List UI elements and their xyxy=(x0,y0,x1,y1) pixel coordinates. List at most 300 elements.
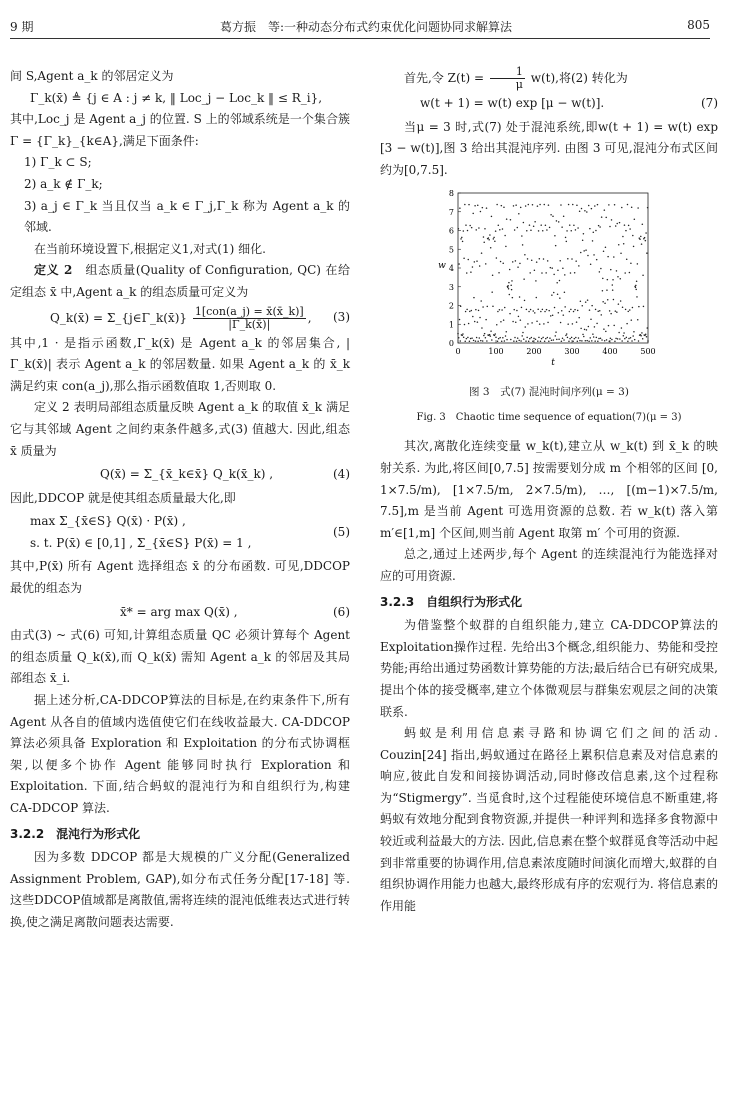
data-point xyxy=(594,206,596,208)
data-point xyxy=(629,272,631,274)
data-point xyxy=(535,339,537,341)
data-point xyxy=(570,273,572,275)
data-point xyxy=(468,259,470,261)
equation-6 xyxy=(10,602,350,624)
data-point xyxy=(556,282,558,284)
data-point xyxy=(573,311,575,313)
data-point xyxy=(553,274,555,276)
data-point xyxy=(509,269,511,271)
data-point xyxy=(559,260,561,262)
data-point xyxy=(518,213,520,215)
data-point xyxy=(646,328,648,330)
data-point xyxy=(608,205,610,207)
data-point xyxy=(501,310,503,312)
paragraph: 据上述分析,CA-DDCOP算法的目标是,在约束条件下,所有 Agent 从各自的值域内选值使它们在线收益最大. CA-DDCOP 算法必须具备 Exploration 和 Exploitation 的分布式协调框架,以便多个协作 Agent 能够同时执行 Exploration 和 Exploitation. 下面,结合蚂蚁的混沌行为和自组织行为,构建 CA-DDCOP 算法. xyxy=(10,693,350,815)
data-point xyxy=(570,309,572,311)
data-point xyxy=(491,292,493,294)
data-point xyxy=(613,299,615,301)
data-point xyxy=(464,341,466,343)
data-point xyxy=(621,328,623,330)
data-point xyxy=(620,278,622,280)
data-point xyxy=(510,285,512,287)
data-point xyxy=(493,238,495,240)
data-point xyxy=(466,338,468,340)
data-point xyxy=(642,224,644,226)
data-point xyxy=(560,322,562,324)
data-point xyxy=(476,261,478,263)
data-point xyxy=(612,290,614,292)
data-point xyxy=(528,204,530,206)
data-point xyxy=(477,341,479,343)
data-point xyxy=(566,334,568,336)
data-point xyxy=(585,302,587,304)
data-point xyxy=(543,323,545,325)
chaotic-sequence-chart xyxy=(430,187,670,367)
data-point xyxy=(523,279,525,281)
paragraph xyxy=(380,66,718,91)
data-point xyxy=(613,257,615,259)
data-point xyxy=(482,307,484,309)
paragraph: 由式(3) ~ 式(6) 可知,计算组态质量 QC 必须计算每个 Agent 的组态质量 Q_k(x̄),而 Q_k(x̄) 需知 Agent a_k 的邻居及其局部组态 x̄_i. xyxy=(10,628,350,686)
data-point xyxy=(544,341,546,343)
data-point xyxy=(592,240,594,242)
data-point xyxy=(614,204,616,206)
data-point xyxy=(483,242,485,244)
data-point xyxy=(543,259,545,261)
data-point xyxy=(500,321,502,323)
data-point xyxy=(587,255,589,256)
data-point xyxy=(583,233,585,235)
x-tick-label: 100 xyxy=(488,347,504,357)
data-point xyxy=(517,267,519,269)
data-point xyxy=(597,341,599,343)
data-point xyxy=(462,334,464,336)
data-point xyxy=(499,309,501,311)
data-point xyxy=(547,322,549,324)
data-point xyxy=(588,205,590,207)
data-point xyxy=(569,311,571,313)
data-point xyxy=(574,309,576,311)
data-point xyxy=(639,239,641,241)
data-point xyxy=(563,216,565,218)
data-point xyxy=(637,263,639,265)
data-point xyxy=(530,309,532,311)
data-point xyxy=(570,230,572,232)
data-point xyxy=(496,204,498,206)
data-point xyxy=(641,332,643,334)
data-point xyxy=(589,337,591,339)
left-column xyxy=(10,66,350,934)
data-point xyxy=(580,328,582,330)
y-tick-label: 8 xyxy=(448,189,454,199)
data-point xyxy=(530,230,532,232)
data-point xyxy=(494,334,496,336)
data-point xyxy=(626,337,628,339)
definition-text: 组态质量(Quality of Configuration, QC) 在给定组态 x̄ 中,Agent a_k 的组态质量可定义为 xyxy=(10,263,350,299)
data-point xyxy=(554,235,556,237)
data-point xyxy=(548,310,550,312)
data-point xyxy=(619,339,621,341)
data-point xyxy=(621,207,623,209)
data-point xyxy=(594,341,596,343)
definition-2 xyxy=(10,260,350,303)
condition-2: 2) a_k ∉ Γ_k; xyxy=(24,176,103,191)
data-point xyxy=(513,205,515,207)
data-point xyxy=(587,300,589,302)
data-point xyxy=(575,337,577,339)
data-point xyxy=(632,307,634,309)
data-point xyxy=(629,310,631,312)
data-point xyxy=(590,319,592,321)
data-point xyxy=(515,322,517,324)
data-point xyxy=(560,205,562,207)
data-point xyxy=(584,210,586,212)
data-point xyxy=(568,204,570,206)
paragraph: 定义 2 表明局部组态质量反映 Agent a_k 的取值 x̄_k 满足它与其邻域 Agent 之间约束条件越多,式(3) 值越大. 因此,组态 x̄ 质量为 xyxy=(10,400,350,458)
data-point xyxy=(623,335,625,337)
eq5-constraint: s. t. P(x̄) ∈ [0,1] , Σ_{x̄∈S} P(x̄) = 1 , xyxy=(30,535,252,550)
data-point xyxy=(589,228,591,230)
data-point xyxy=(605,217,607,219)
data-point xyxy=(635,285,637,287)
y-tick-label: 3 xyxy=(448,283,454,293)
data-point xyxy=(464,204,466,206)
data-point xyxy=(617,339,619,341)
data-point xyxy=(586,340,588,342)
data-point xyxy=(521,307,523,309)
data-point xyxy=(529,225,531,227)
eq3-denominator: |Γ_k(x̄)| xyxy=(228,317,271,331)
data-point xyxy=(633,246,635,248)
data-point xyxy=(615,311,617,313)
data-point xyxy=(562,338,564,340)
data-point xyxy=(572,323,574,325)
data-point xyxy=(522,332,524,334)
data-point xyxy=(549,227,551,229)
equation-number: (6) xyxy=(333,604,350,619)
data-point xyxy=(623,243,625,245)
equation-5 xyxy=(10,511,350,554)
data-point xyxy=(504,307,506,309)
data-point xyxy=(537,206,539,208)
paragraph: 间 S,Agent a_k 的邻居定义为 xyxy=(10,69,174,83)
data-point xyxy=(502,229,504,231)
data-point xyxy=(463,337,465,339)
data-point xyxy=(580,252,582,254)
data-point xyxy=(494,335,496,337)
data-point xyxy=(488,239,490,241)
data-point xyxy=(486,208,488,210)
data-point xyxy=(614,341,616,343)
data-point xyxy=(481,253,483,255)
data-point xyxy=(521,335,523,337)
data-point xyxy=(538,337,540,339)
data-point xyxy=(611,219,613,221)
data-point xyxy=(545,272,547,274)
eq3-numerator: 1[con(a_j) = x̄(x̄_k)] xyxy=(194,304,304,318)
data-point xyxy=(622,307,624,309)
data-point xyxy=(527,324,529,326)
data-point xyxy=(542,230,544,232)
data-point xyxy=(576,205,578,207)
data-point xyxy=(604,210,606,212)
data-point xyxy=(627,204,629,206)
section-heading: 3.2.3 自组织行为形式化 xyxy=(380,594,523,609)
y-tick-label: 4 xyxy=(448,264,454,274)
data-point xyxy=(600,268,602,270)
x-tick-label: 300 xyxy=(564,347,580,357)
y-tick-label: 5 xyxy=(448,245,454,255)
data-point xyxy=(578,266,580,268)
data-point xyxy=(555,332,557,334)
data-point xyxy=(533,338,535,340)
data-point xyxy=(520,207,522,209)
data-point xyxy=(647,341,649,343)
data-point xyxy=(469,341,471,343)
data-point xyxy=(574,338,576,340)
data-point xyxy=(578,338,580,340)
data-point xyxy=(620,301,622,303)
data-point xyxy=(585,250,587,252)
data-point xyxy=(472,316,474,318)
data-point xyxy=(638,341,640,343)
data-point xyxy=(532,341,534,343)
mu-fraction xyxy=(490,66,525,91)
data-point xyxy=(499,337,501,339)
data-point xyxy=(507,287,509,289)
data-point xyxy=(603,251,605,253)
data-point xyxy=(462,241,464,243)
data-point xyxy=(471,310,473,312)
data-point xyxy=(577,341,579,343)
data-point xyxy=(561,341,563,343)
data-point xyxy=(596,337,598,339)
data-point xyxy=(597,311,599,313)
data-point xyxy=(564,292,566,294)
data-point xyxy=(579,211,581,213)
data-point xyxy=(642,275,644,277)
data-point xyxy=(551,268,553,270)
data-point xyxy=(592,334,594,336)
eq6-body: x̄* = arg max Q(x̄) , xyxy=(120,604,238,619)
data-point xyxy=(536,262,538,264)
data-point xyxy=(568,341,570,343)
x-tick-label: 500 xyxy=(640,347,656,357)
data-point xyxy=(571,259,573,261)
data-point xyxy=(610,313,612,315)
data-point xyxy=(514,230,516,232)
data-point xyxy=(574,272,576,274)
data-point xyxy=(607,279,609,281)
data-point xyxy=(563,340,565,342)
data-point xyxy=(529,273,531,275)
data-point xyxy=(600,338,602,340)
data-point xyxy=(475,309,477,311)
figure-caption-cn: 图 3 式(7) 混沌时间序列(μ = 3) xyxy=(469,385,629,398)
data-point xyxy=(513,309,515,311)
data-point xyxy=(469,225,471,227)
x-tick-label: 400 xyxy=(602,347,618,357)
data-point xyxy=(512,297,513,299)
data-point xyxy=(492,306,494,308)
data-point xyxy=(550,214,552,216)
data-point xyxy=(460,238,462,240)
data-point xyxy=(554,307,556,309)
data-point xyxy=(506,331,508,333)
data-point xyxy=(497,311,499,313)
data-point xyxy=(582,305,584,307)
data-point xyxy=(485,264,487,266)
data-point xyxy=(611,339,613,341)
data-point xyxy=(545,225,547,227)
data-point xyxy=(470,338,472,340)
data-point xyxy=(634,339,636,341)
data-point xyxy=(628,338,630,340)
equation-4 xyxy=(10,464,350,486)
data-point xyxy=(498,225,500,227)
data-point xyxy=(630,263,632,265)
data-point xyxy=(640,236,642,238)
data-point xyxy=(520,341,522,343)
data-point xyxy=(460,341,462,343)
data-point xyxy=(590,264,592,266)
data-point xyxy=(541,273,543,275)
data-point xyxy=(550,267,552,269)
data-point xyxy=(580,301,582,303)
data-point xyxy=(633,331,635,333)
data-point xyxy=(472,267,474,269)
data-point xyxy=(526,230,528,232)
data-point xyxy=(571,337,573,339)
data-point xyxy=(531,260,533,262)
equation-number: (4) xyxy=(333,467,350,482)
data-point xyxy=(598,338,600,340)
data-point xyxy=(642,338,644,340)
paragraph: 蚂蚁是利用信息素寻路和协调它们之间的活动. Couzin[24] 指出,蚂蚁通过在路径上累积信息素及对信息素的响应,彼此自发和间接协调活动,同时修改信息素,这个过程称为“Stigmergy”. 当觅食时,这个过程能使环境信息不断重建,将蚂蚁有效地分配到食物资源,并提供一种评判和选择多食物源中较近或利益最大的方法. 因此,信息素在整个蚁群觅食等活动中起到非常重要的协调作用,信息素浓度随时间演化而增大,蚁群的自组织协调作用能力也越大,最终形成有序的宏观行为. 将信息素的作用能 xyxy=(380,726,718,913)
page-number: 805 xyxy=(687,18,710,32)
paragraph: 当μ = 3 时,式(7) 处于混沌系统,即w(t + 1) = w(t) exp [3 − w(t)],图 3 给出其混沌序列. 由图 3 可见,混沌分布式区间约为[0,7.5]. xyxy=(380,119,718,177)
data-point xyxy=(514,337,516,339)
data-point xyxy=(601,217,603,219)
data-point xyxy=(581,341,583,343)
data-point xyxy=(483,335,485,337)
data-point xyxy=(586,329,588,331)
data-point xyxy=(561,310,563,312)
data-point xyxy=(586,212,588,214)
equation-7 xyxy=(380,93,718,115)
data-point xyxy=(503,320,505,322)
data-point xyxy=(542,337,544,339)
data-point xyxy=(461,237,463,239)
data-point xyxy=(619,222,621,224)
x-tick-label: 0 xyxy=(455,347,461,357)
data-point xyxy=(482,207,484,209)
data-point xyxy=(645,233,647,235)
data-point xyxy=(624,225,626,227)
data-point xyxy=(640,335,642,337)
data-point xyxy=(578,317,580,319)
data-point xyxy=(459,208,461,210)
data-point xyxy=(591,305,593,307)
data-point xyxy=(508,282,510,284)
data-point xyxy=(532,204,534,206)
data-point xyxy=(604,340,606,342)
data-point xyxy=(565,335,567,337)
data-point xyxy=(606,290,608,292)
data-point xyxy=(548,341,550,343)
data-point xyxy=(485,319,487,321)
data-point xyxy=(501,341,503,343)
frac-denominator: μ xyxy=(515,78,523,91)
data-point xyxy=(498,272,500,274)
paragraph: 在当前环境设置下,根据定义1,对式(1) 细化. xyxy=(34,241,266,256)
data-point xyxy=(615,226,617,228)
data-point xyxy=(509,313,511,315)
data-point xyxy=(491,216,493,218)
data-point xyxy=(536,321,538,323)
data-point xyxy=(624,338,626,340)
y-tick-label: 7 xyxy=(448,208,454,218)
data-point xyxy=(646,253,648,255)
data-point xyxy=(556,339,558,341)
data-point xyxy=(628,225,630,227)
data-point xyxy=(567,324,569,326)
data-point xyxy=(465,225,467,227)
data-point xyxy=(602,290,604,292)
data-point xyxy=(487,306,489,308)
paragraph: 因为多数 DDCOP 都是大规模的广义分配(Generalized Assignment Problem, GAP),如分布式任务分配[17-18] 等. 这些DDCOP值域都是离散值,需将连续的混沌低维表达式进行转换,使之满足离散问题表达需要. xyxy=(10,850,350,929)
data-point xyxy=(618,304,620,306)
data-point xyxy=(584,329,586,331)
data-point xyxy=(503,207,505,209)
data-point xyxy=(646,336,648,338)
data-point xyxy=(549,338,551,340)
data-point xyxy=(615,338,617,340)
data-point xyxy=(558,222,560,224)
data-point xyxy=(550,315,552,317)
data-point xyxy=(599,227,601,229)
paragraph: 总之,通过上述两步,每个 Agent 的连续混沌行为能选择对应的可用资源. xyxy=(380,547,718,583)
data-point xyxy=(480,211,482,213)
data-point xyxy=(512,262,513,264)
y-tick-label: 0 xyxy=(448,339,454,349)
data-point xyxy=(632,235,634,237)
data-point xyxy=(519,297,521,299)
eq7-body: w(t + 1) = w(t) exp [μ − w(t)]. xyxy=(420,96,605,110)
condition-3: 3) a_j ∈ Γ_k 当且仅当 a_k ∈ Γ_j,Γ_k 称为 Agent a_k 的邻域. xyxy=(24,198,350,235)
data-point xyxy=(523,339,525,341)
y-tick-label: 1 xyxy=(448,320,454,330)
data-point xyxy=(473,340,475,342)
data-point xyxy=(529,338,531,340)
data-point xyxy=(553,292,555,294)
data-point xyxy=(559,298,561,300)
data-point xyxy=(577,310,579,312)
data-point xyxy=(525,341,527,343)
data-point xyxy=(515,205,517,207)
data-point xyxy=(457,333,459,335)
data-point xyxy=(482,341,484,343)
data-point xyxy=(608,341,610,343)
data-point xyxy=(542,309,544,311)
eq4-body: Q(x̄) = Σ_{x̄_k∈x̄} Q_k(x̄_k) , xyxy=(100,467,274,482)
data-point xyxy=(593,232,595,234)
data-point xyxy=(511,280,513,282)
data-point xyxy=(506,219,508,221)
data-point xyxy=(479,338,481,340)
data-point xyxy=(591,208,593,210)
data-point xyxy=(566,230,568,232)
